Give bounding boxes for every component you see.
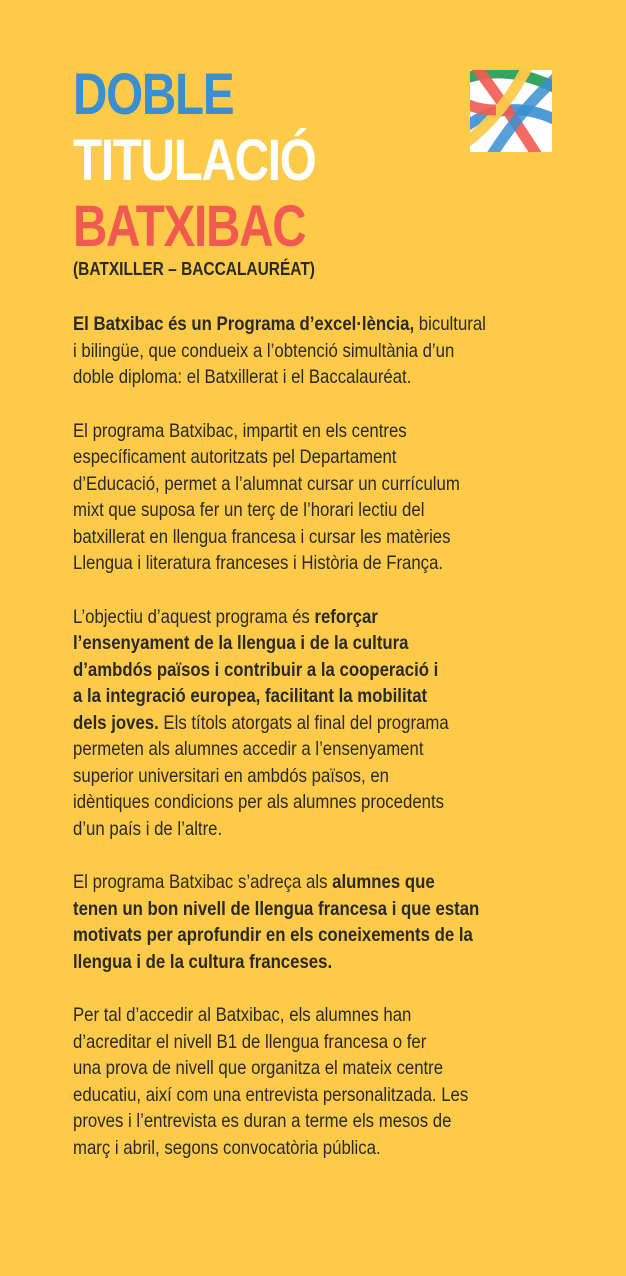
p2-line2: específicament autoritzats pel Departament	[73, 446, 397, 468]
p3-line2: l’ensenyament de la llengua i de la cultura	[73, 632, 409, 654]
p3-line7: superior universitari en ambdós països, en	[73, 764, 390, 787]
p4-line3: motivats per aprofundir en els coneixements de la	[73, 924, 473, 946]
p3-line5a: dels joves.	[73, 711, 159, 734]
p3-line5b: Els títols atorgats al final del programa	[158, 711, 449, 734]
batxibac-logo-icon	[470, 70, 552, 152]
p5-line6: març i abril, segons convocatòria pública.	[73, 1136, 381, 1159]
body-text	[73, 311, 555, 1188]
p3-line9: d’un país i de l’altre.	[73, 817, 223, 840]
p2-line5: batxillerat en llengua francesa i cursar les matèries	[73, 525, 451, 548]
p1-line2: i bilingüe, que condueix a l’obtenció simultània d’un	[73, 339, 455, 362]
p3-line8: idèntiques condicions per als alumnes procedents	[73, 791, 445, 813]
paragraph-3	[73, 604, 555, 843]
p5-line5: proves i l’entrevista es duran a terme els mesos de	[73, 1110, 452, 1132]
subtitle: (BATXILLER – BACCALAURÉAT)	[73, 259, 315, 279]
title-line-titulacio: TITULACIÓ	[73, 128, 316, 193]
p4-line2: tenen un bon nivell de llengua francesa i que estan	[73, 897, 480, 920]
p5-line3: una prova de nivell que organitza el mateix centre	[73, 1057, 444, 1079]
paragraph-2	[73, 418, 555, 577]
p1-line3: doble diploma: el Batxillerat i el Baccalauréat.	[73, 366, 412, 388]
p3-line1b: reforçar	[314, 605, 378, 628]
p4-line4: llengua i de la cultura franceses.	[73, 950, 333, 973]
paragraph-4	[73, 869, 555, 975]
p3-line6: permeten als alumnes accedir a l’ensenyament	[73, 738, 424, 760]
p2-line1: El programa Batxibac, impartit en els centres	[73, 419, 407, 442]
title-line-doble: DOBLE	[73, 62, 234, 127]
p5-line2: d’acreditar el nivell B1 de llengua francesa o fer	[73, 1030, 427, 1053]
title-line-batxibac: BATXIBAC	[73, 194, 306, 259]
p2-line3: d’Educació, permet a l’alumnat cursar un currículum	[73, 472, 460, 495]
p2-line6: Llengua i literatura franceses i Història de França.	[73, 552, 444, 574]
p1-bold: El Batxibac és un Programa d’excel·lència,	[73, 313, 415, 335]
p1-line1: bicultural	[414, 313, 486, 335]
paragraph-1	[73, 311, 555, 391]
p4-line1b: alumnes que	[332, 871, 435, 893]
title-block	[73, 62, 369, 260]
p4-line1a: El programa Batxibac s’adreça als	[73, 871, 333, 893]
p3-line1a: L’objectiu d’aquest programa és	[73, 605, 315, 628]
p3-line4: a la integració europea, facilitant la mobilitat	[73, 685, 428, 707]
p3-line3: d’ambdós països i contribuir a la cooperació i	[73, 658, 439, 681]
p2-line4: mixt que suposa fer un terç de l’horari lectiu del	[73, 499, 425, 521]
p5-line1: Per tal d’accedir al Batxibac, els alumnes han	[73, 1004, 412, 1026]
p5-line4: educatiu, així com una entrevista personalitzada. Les	[73, 1083, 469, 1106]
paragraph-5	[73, 1002, 555, 1161]
